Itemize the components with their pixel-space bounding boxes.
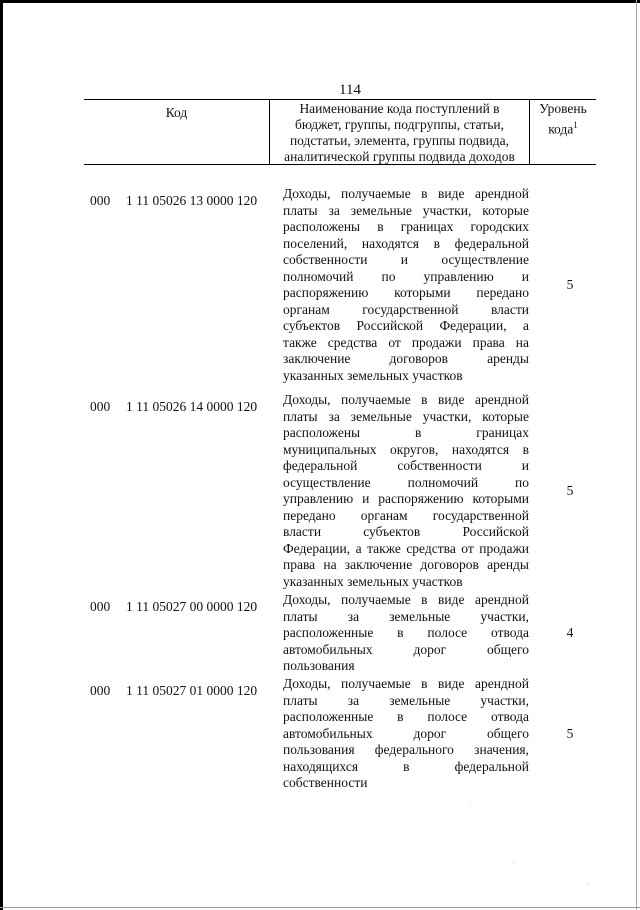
description-line: муниципальных округов, находятся в xyxy=(283,441,529,457)
income-code: 1 11 05027 01 0000 120 xyxy=(126,683,258,698)
description-line: пользования xyxy=(283,658,355,673)
income-description xyxy=(283,186,529,384)
income-description xyxy=(283,676,529,792)
description-line: Доходы, получаемые в виде арендной xyxy=(283,186,529,201)
description-line: Доходы, получаемые в виде арендной xyxy=(283,592,529,607)
footnote-marker: 1 xyxy=(573,120,578,130)
description-line: расположенные в полосе отвода xyxy=(283,625,529,640)
description-line: пользования федерального значения, xyxy=(283,742,529,757)
description-line: распоряжению которыми передано xyxy=(283,285,529,300)
description-line: Доходы, получаемые в виде арендной xyxy=(283,392,529,407)
code-level: 5 xyxy=(566,277,574,292)
description-line: платы за земельные участки, которые xyxy=(283,408,529,424)
description-line: Доходы, получаемые в виде арендной xyxy=(283,676,529,691)
description-line: платы за земельные участки, xyxy=(283,692,529,708)
description-line: передано органам государственной xyxy=(283,507,529,523)
income-description xyxy=(283,392,529,590)
description-line: платы за земельные участки, xyxy=(283,608,529,624)
admin-code: 000 xyxy=(90,599,111,614)
header-name-line: аналитической группы подвида доходов xyxy=(284,149,515,164)
header-code: Код xyxy=(84,100,270,164)
scan-speck: · xyxy=(512,858,515,867)
header-level-line xyxy=(530,117,596,138)
description-line: расположенные в полосе отвода xyxy=(283,709,529,724)
description-line: заключение договоров аренды xyxy=(283,351,529,366)
header-name-line: бюджет, группы, подгруппы, статьи, xyxy=(295,117,504,132)
scan-speck: · xyxy=(468,800,471,809)
description-line: поселений, находятся в федеральной xyxy=(283,235,529,251)
code-level: 5 xyxy=(566,726,574,741)
description-line: власти субъектов Российской xyxy=(283,524,529,539)
description-line: автомобильных дорог общего xyxy=(283,641,529,657)
code-level: 5 xyxy=(566,483,574,498)
description-line: собственности и осуществление xyxy=(283,252,529,267)
description-line: федеральной собственности и xyxy=(283,458,529,473)
scan-edge-bottom xyxy=(0,907,640,908)
admin-code: 000 xyxy=(90,683,111,698)
page-number: 114 xyxy=(339,82,361,98)
header-level xyxy=(530,100,596,164)
header-name xyxy=(270,100,530,164)
code-level: 4 xyxy=(566,625,574,640)
description-line: указанных земельных участков xyxy=(283,573,463,589)
income-code: 1 11 05027 00 0000 120 xyxy=(126,599,258,614)
description-line: платы за земельные участки, которые xyxy=(283,202,529,218)
scan-speck: · xyxy=(586,880,589,889)
description-line: расположены в границах городских xyxy=(283,219,529,234)
scan-edge xyxy=(636,0,637,910)
description-line: автомобильных дорог общего xyxy=(283,725,529,741)
description-line: указанных земельных участков xyxy=(283,367,463,383)
description-line: находящихся в федеральной xyxy=(283,758,529,774)
admin-code: 000 xyxy=(90,399,111,414)
description-line: субъектов Российской Федерации, а xyxy=(283,318,529,333)
description-line: органам государственной власти xyxy=(283,301,529,317)
header-level-line: Уровень xyxy=(539,101,587,116)
admin-code: 000 xyxy=(90,193,111,208)
description-line: расположены в границах xyxy=(283,425,529,440)
income-code: 1 11 05026 13 0000 120 xyxy=(126,193,258,208)
header-name-line: подстатьи, элемента, группы подвида, xyxy=(289,133,510,148)
description-line: управлению и распоряжению которыми xyxy=(283,491,529,506)
income-description xyxy=(283,592,529,675)
header-level-text: кода xyxy=(548,121,574,137)
description-line: Федерации, а также средства от продажи xyxy=(283,540,529,556)
description-line: также средства от продажи права на xyxy=(283,334,529,350)
description-line: собственности xyxy=(283,775,368,790)
table-header xyxy=(84,99,596,165)
description-line: полномочий по управлению и xyxy=(283,268,529,284)
header-name-line: Наименование кода поступлений в xyxy=(299,101,500,116)
description-line: права на заключение договоров аренды xyxy=(283,557,529,572)
description-line: осуществление полномочий по xyxy=(283,474,529,490)
income-code: 1 11 05026 14 0000 120 xyxy=(126,399,258,414)
